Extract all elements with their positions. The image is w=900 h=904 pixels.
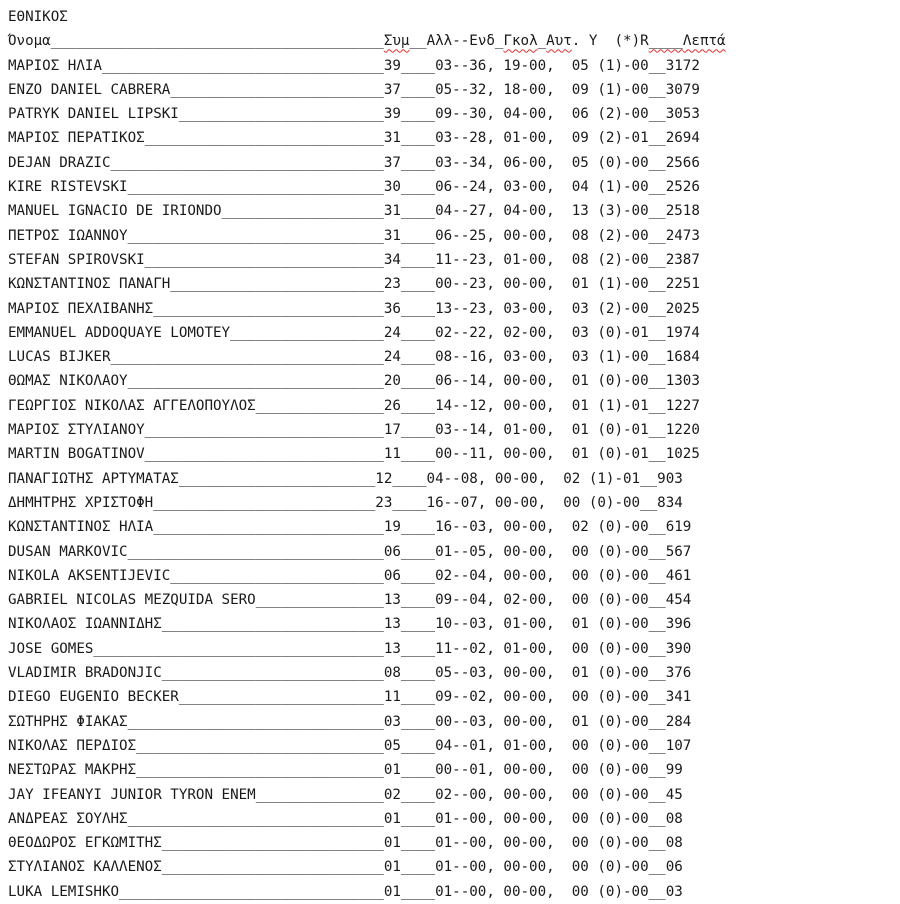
player-row: ΣΩΤΗΡΗΣ ΦΙΑΚΑΣ______________________________03____00--03, 00-00, 01 (0)-00__284 xyxy=(8,713,692,730)
player-row: MANUEL IGNACIO DE IRIONDO___________________31____04--27, 04-00, 13 (3)-00__2518 xyxy=(8,203,700,220)
header-sep-1: __ xyxy=(409,33,427,50)
player-row: DEJAN DRAZIC________________________________37____03--34, 06-00, 05 (0)-00__2566 xyxy=(8,154,700,171)
header-r: R xyxy=(640,33,649,50)
player-row: ENZO DANIEL CABRERA_________________________37____05--32, 18-00, 09 (1)-00__3079 xyxy=(8,81,700,98)
player-row: ΚΩΝΣΤΑΝΤΙΝΟΣ ΠΑΝΑΓΗ_________________________23____00--23, 00-00, 01 (1)-00__2251 xyxy=(8,276,700,293)
player-row: ΜΑΡΙΟΣ ΠΕΧΛΙΒΑΝΗΣ___________________________36____13--23, 03-00, 03 (2)-00__2025 xyxy=(8,300,700,317)
header-gkol: Γκολ xyxy=(503,33,538,50)
player-row: ΠΕΤΡΟΣ ΙΩΑΝΝΟΥ______________________________31____06--25, 00-00, 08 (2)-00__2473 xyxy=(8,227,700,244)
header-end: Ενδ xyxy=(469,33,495,50)
player-row: ΠΑΝΑΓΙΩΤΗΣ ΑΡΤΥΜΑΤΑΣ_______________________12____04--08, 00-00, 02 (1)-01__903 xyxy=(8,470,683,487)
player-row: ΓΕΩΡΓΙΟΣ ΝΙΚΟΛΑΣ ΑΓΓΕΛΟΠΟΥΛΟΣ_______________26____14--12, 00-00, 01 (1)-01__1227 xyxy=(8,397,700,414)
player-row: ΔΗΜΗΤΡΗΣ ΧΡΙΣΤΟΦΗ__________________________23____16--07, 00-00, 00 (0)-00__834 xyxy=(8,494,683,511)
header-fill: _______________________________________ xyxy=(50,33,384,50)
player-row: JAY IFEANYI JUNIOR TYRON ENEM_______________02____02--00, 00-00, 00 (0)-00__45 xyxy=(8,786,683,803)
header-lepta: Λεπτά xyxy=(682,33,726,50)
player-row: ΘΩΜΑΣ ΝΙΚΟΛΑΟΥ______________________________20____06--14, 00-00, 01 (0)-00__1303 xyxy=(8,373,700,390)
player-row: ΚΩΝΣΤΑΝΤΙΝΟΣ ΗΛΙΑ___________________________19____16--03, 00-00, 02 (0)-00__619 xyxy=(8,519,692,536)
player-row: ΜΑΡΙΟΣ ΣΤΥΛΙΑΝΟΥ____________________________17____03--14, 01-00, 01 (0)-01__1220 xyxy=(8,422,700,439)
player-row: ΝΙΚΟΛΑΣ ΠΕΡΔΙΟΣ_____________________________05____04--01, 01-00, 00 (0)-00__107 xyxy=(8,737,692,754)
player-row: MARTIN BOGATINOV____________________________11____00--11, 00-00, 01 (0)-01__1025 xyxy=(8,446,700,463)
player-row: ΜΑΡΙΟΣ ΗΛΙΑ_________________________________39____03--36, 19-00, 05 (1)-00__3172 xyxy=(8,57,700,74)
player-rows xyxy=(8,54,726,904)
player-row: JOSE GOMES__________________________________13____11--02, 01-00, 00 (0)-00__390 xyxy=(8,640,692,657)
player-row: KIRE RISTEVSKI______________________________30____06--24, 03-00, 04 (1)-00__2526 xyxy=(8,179,700,196)
player-row: STEFAN SPIROVSKI____________________________34____11--23, 01-00, 08 (2)-00__2387 xyxy=(8,251,700,268)
player-row: DUSAN MARKOVIC______________________________06____01--05, 00-00, 00 (0)-00__567 xyxy=(8,543,692,560)
team-title: ΕΘΝΙΚΟΣ xyxy=(8,9,68,25)
player-row: ΝΙΚΟΛΑΟΣ ΙΩΑΝΝΙΔΗΣ__________________________13____10--03, 01-00, 01 (0)-00__396 xyxy=(8,616,692,633)
player-row: PATRYK DANIEL LIPSKI________________________39____09--30, 04-00, 06 (2)-00__3053 xyxy=(8,106,700,123)
header-name: Όνομα xyxy=(8,33,51,50)
player-row: LUKA LEMISHKO_______________________________01____01--00, 00-00, 00 (0)-00__03 xyxy=(8,883,683,900)
header-sym: Συμ xyxy=(383,33,410,50)
header-rest: . Υ (*) xyxy=(571,33,641,50)
player-row: EMMANUEL ADDOQUAYE LOMOTEY__________________24____02--22, 02-00, 03 (0)-01__1974 xyxy=(8,324,700,341)
player-row: VLADIMIR BRADONJIC__________________________08____05--03, 00-00, 01 (0)-00__376 xyxy=(8,665,692,682)
player-row: NIKOLA AKSENTIJEVIC_________________________06____02--04, 00-00, 00 (0)-00__461 xyxy=(8,567,692,584)
header-sep-3: _ xyxy=(494,33,504,50)
player-row: LUCAS BIJKER________________________________24____08--16, 03-00, 03 (1)-00__1684 xyxy=(8,349,700,366)
header-sep-4: _ xyxy=(537,33,547,50)
player-row: ΜΑΡΙΟΣ ΠΕΡΑΤΙΚΟΣ____________________________31____03--28, 01-00, 09 (2)-01__2694 xyxy=(8,130,700,147)
player-row: DIEGO EUGENIO BECKER________________________11____09--02, 00-00, 00 (0)-00__341 xyxy=(8,689,692,706)
player-row: ΘΕΟΔΩΡΟΣ ΕΓΚΩΜΙΤΗΣ__________________________01____01--00, 00-00, 00 (0)-00__08 xyxy=(8,835,683,852)
document-text xyxy=(8,5,726,904)
header-all: Αλλ xyxy=(426,33,453,50)
header-sep-5: ____ xyxy=(648,33,683,50)
player-row: GABRIEL NICOLAS MEZQUIDA SERO_______________13____09--04, 02-00, 00 (0)-00__454 xyxy=(8,592,692,609)
header-aut: Αυτ xyxy=(546,33,572,50)
player-row: ΑΝΔΡΕΑΣ ΣΟΥΛΗΣ______________________________01____01--00, 00-00, 00 (0)-00__08 xyxy=(8,810,683,827)
player-row: ΝΕΣΤΩΡΑΣ ΜΑΚΡΗΣ_____________________________01____00--01, 00-00, 00 (0)-00__99 xyxy=(8,762,683,779)
column-header-row xyxy=(8,29,726,53)
player-row: ΣΤΥΛΙΑΝΟΣ ΚΑΛΛΕΝΟΣ__________________________01____01--00, 00-00, 00 (0)-00__06 xyxy=(8,859,683,876)
header-sep-2: -- xyxy=(452,33,470,50)
